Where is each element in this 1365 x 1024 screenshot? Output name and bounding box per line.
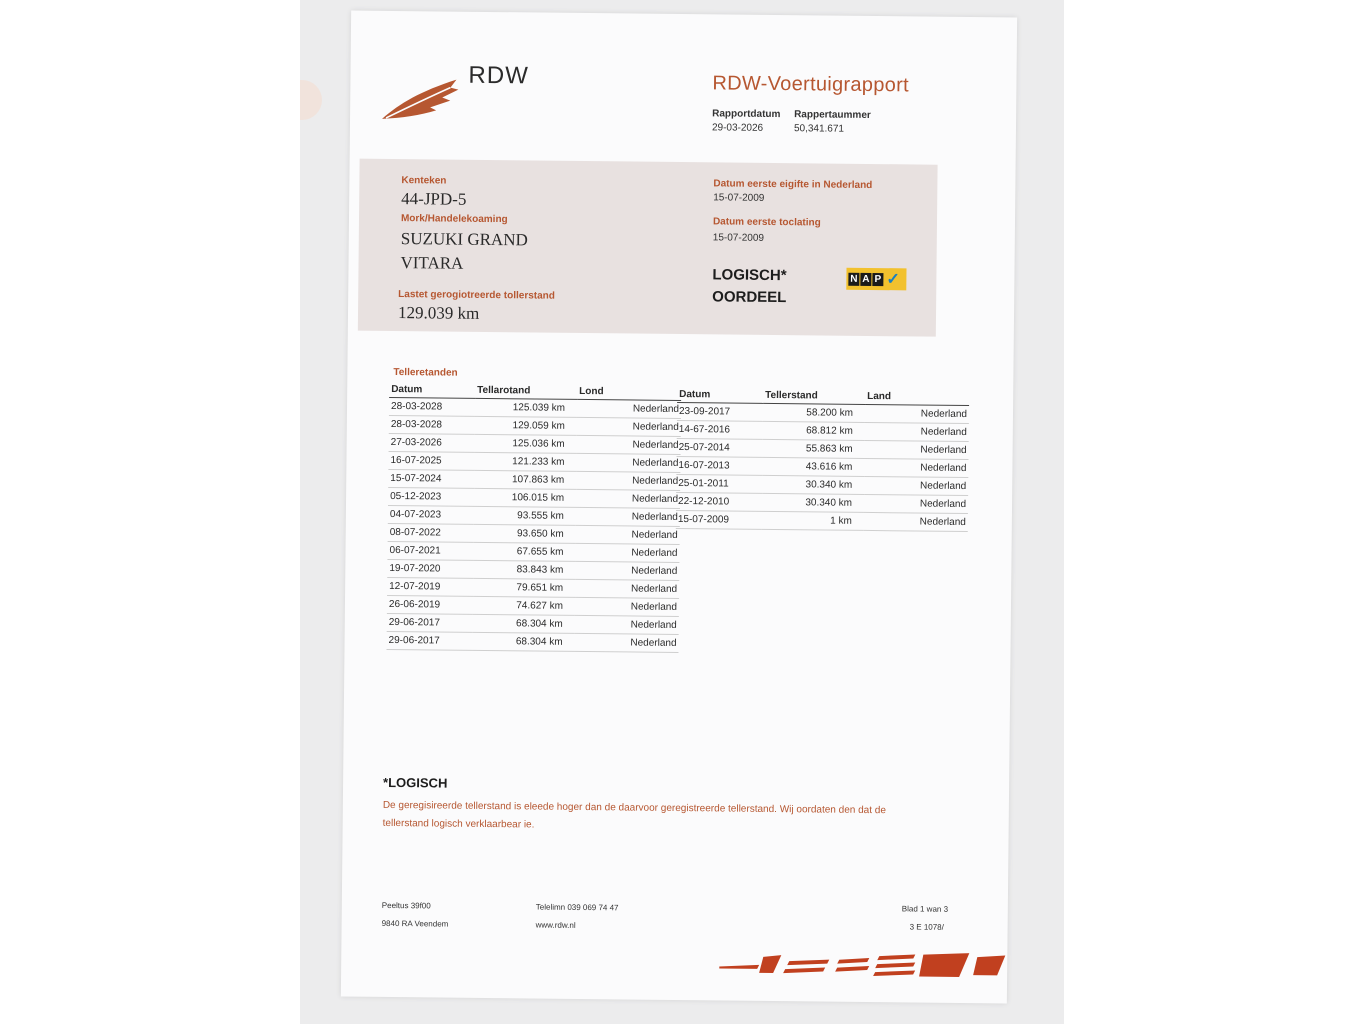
footnote-title: *LOGISCH — [383, 774, 448, 791]
plate-label: Kenteken — [401, 175, 447, 187]
cell-odometer: 43.616 km — [762, 457, 864, 476]
make-value-line1: SUZUKI GRAND — [400, 229, 528, 250]
cell-odometer: 93.555 km — [474, 506, 576, 525]
first-admission-label: Datum eerste toclating — [712, 216, 821, 229]
cell-date: 28-03-2028 — [389, 397, 475, 416]
footer-website: www.rdw.nl — [535, 920, 576, 930]
cell-date: 16-07-2013 — [676, 456, 762, 475]
first-issue-value: 15-07-2009 — [713, 192, 765, 204]
cell-date: 16-07-2025 — [388, 451, 474, 470]
first-issue-label: Datum eerste eigifte in Nederland — [713, 178, 873, 192]
cell-date: 12-07-2019 — [387, 577, 473, 596]
report-title: RDW-Voertuigrapport — [712, 72, 910, 97]
odometer-value: 129.039 km — [397, 303, 480, 323]
cell-country: Nederland — [864, 476, 968, 495]
cell-country: Nederland — [865, 422, 969, 441]
cell-country: Nederland — [576, 525, 680, 544]
table-row — [386, 631, 678, 652]
readings-table-right — [676, 388, 969, 532]
cell-country: Nederland — [576, 489, 680, 508]
cell-odometer: 83.843 km — [473, 560, 575, 579]
page-curl — [300, 80, 322, 120]
cell-odometer: 93.650 km — [474, 524, 576, 543]
nap-letter: N — [850, 273, 858, 285]
cell-country: Nederland — [864, 494, 968, 513]
cell-odometer: 68.304 km — [472, 632, 574, 651]
col-header-date: Datum — [677, 388, 763, 403]
readings-table-left — [386, 383, 681, 653]
verdict-line2: OORDEEL — [712, 288, 787, 307]
cell-date: 14-67-2016 — [677, 420, 763, 439]
cell-date: 25-01-2011 — [676, 474, 762, 493]
readings-section-title: Telleretanden — [393, 367, 458, 379]
decorative-stripes-icon — [719, 950, 1009, 979]
cell-country: Nederland — [865, 440, 969, 459]
cell-odometer: 106.015 km — [474, 488, 576, 507]
report-date-value: 29-03-2026 — [711, 122, 764, 134]
col-header-odometer: Tellarotand — [475, 384, 577, 400]
cell-country: Nederland — [577, 435, 681, 454]
footer-address-line1: Peeltus 39f00 — [381, 900, 431, 911]
table-row — [676, 510, 968, 531]
nap-badge-icon — [846, 268, 906, 291]
footnote-text: De geregisireerde tellerstand is eleede hoger dan de daarvoor geregistreerde tellerstand. Wij oordaten den dat de tellerstand logisch verklaarbear ie. — [382, 799, 886, 831]
cell-odometer: 125.039 km — [475, 398, 577, 417]
cell-date: 05-12-2023 — [388, 487, 474, 506]
vehicle-summary-panel — [358, 159, 938, 337]
cell-date: 22-12-2010 — [676, 492, 762, 511]
cell-odometer: 67.655 km — [473, 542, 575, 561]
col-header-date: Datum — [389, 383, 475, 398]
cell-odometer: 58.200 km — [763, 403, 865, 422]
make-label: Mork/Handelekoaming — [400, 213, 508, 226]
cell-date: 19-07-2020 — [387, 559, 473, 578]
cell-odometer: 129.059 km — [475, 416, 577, 435]
cell-date: 27-03-2026 — [389, 433, 475, 452]
odometer-label: Lastet gerogiotreerde tollerstand — [398, 289, 555, 302]
cell-country: Nederland — [576, 453, 680, 472]
cell-odometer: 121.233 km — [474, 452, 576, 471]
footer-document-code: 3 E 1078/ — [909, 922, 944, 932]
cell-country: Nederland — [577, 399, 681, 418]
plate-value: 44-JPD-5 — [401, 189, 467, 209]
brand-name: RDW — [468, 61, 529, 90]
cell-country: Nederland — [575, 597, 679, 616]
cell-date: 06-07-2021 — [387, 541, 473, 560]
cell-date: 29-06-2017 — [386, 631, 472, 650]
cell-odometer: 107.863 km — [474, 470, 576, 489]
cell-odometer: 55.863 km — [763, 439, 865, 458]
footer-page-number: Blad 1 wan 3 — [901, 904, 949, 914]
cell-odometer: 30.340 km — [762, 493, 864, 512]
report-number-value: 50,341.671 — [793, 123, 845, 135]
cell-date: 26-06-2019 — [387, 595, 473, 614]
cell-odometer: 68.812 km — [763, 421, 865, 440]
cell-country: Nederland — [577, 417, 681, 436]
make-value-line2: VITARA — [400, 253, 464, 273]
cell-country: Nederland — [576, 471, 680, 490]
cell-country: Nederland — [864, 458, 968, 477]
footer-address-line2: 9840 RA Veendem — [381, 918, 449, 929]
nap-letter: A — [862, 273, 870, 285]
col-header-country: Lond — [577, 385, 681, 401]
cell-country: Nederland — [575, 561, 679, 580]
cell-date: 15-07-2024 — [388, 469, 474, 488]
report-date-label: Rapportdatum — [712, 108, 781, 121]
cell-country: Nederland — [575, 543, 679, 562]
verdict-line1: LOGISCH* — [712, 266, 787, 285]
cell-country: Nederland — [575, 615, 679, 634]
rdw-logo-icon — [380, 73, 462, 122]
footer-phone: Telelimn 039 069 74 47 — [535, 902, 619, 913]
first-admission-value: 15-07-2009 — [712, 232, 765, 244]
cell-country: Nederland — [864, 512, 968, 531]
cell-odometer: 125.036 km — [475, 434, 577, 453]
cell-date: 15-07-2009 — [676, 510, 762, 529]
nap-letter: P — [872, 273, 883, 286]
col-header-country: Land — [865, 390, 969, 406]
cell-odometer: 68.304 km — [473, 614, 575, 633]
cell-odometer: 79.651 km — [473, 578, 575, 597]
cell-date: 28-03-2028 — [389, 415, 475, 434]
col-header-odometer: Tellerstand — [763, 389, 865, 405]
cell-odometer: 30.340 km — [762, 475, 864, 494]
report-number-label: Rappertaummer — [794, 109, 871, 121]
cell-odometer: 1 km — [762, 511, 864, 530]
vehicle-report-page — [341, 11, 1017, 1004]
cell-odometer: 74.627 km — [473, 596, 575, 615]
cell-date: 29-06-2017 — [387, 613, 473, 632]
checkmark-icon: ✓ — [886, 271, 900, 289]
cell-country: Nederland — [575, 579, 679, 598]
cell-date: 04-07-2023 — [388, 505, 474, 524]
cell-country: Nederland — [576, 507, 680, 526]
cell-date: 25-07-2014 — [677, 438, 763, 457]
cell-country: Nederland — [574, 633, 678, 652]
cell-date: 23-09-2017 — [677, 402, 763, 421]
cell-date: 08-07-2022 — [388, 523, 474, 542]
cell-country: Nederland — [865, 404, 969, 423]
